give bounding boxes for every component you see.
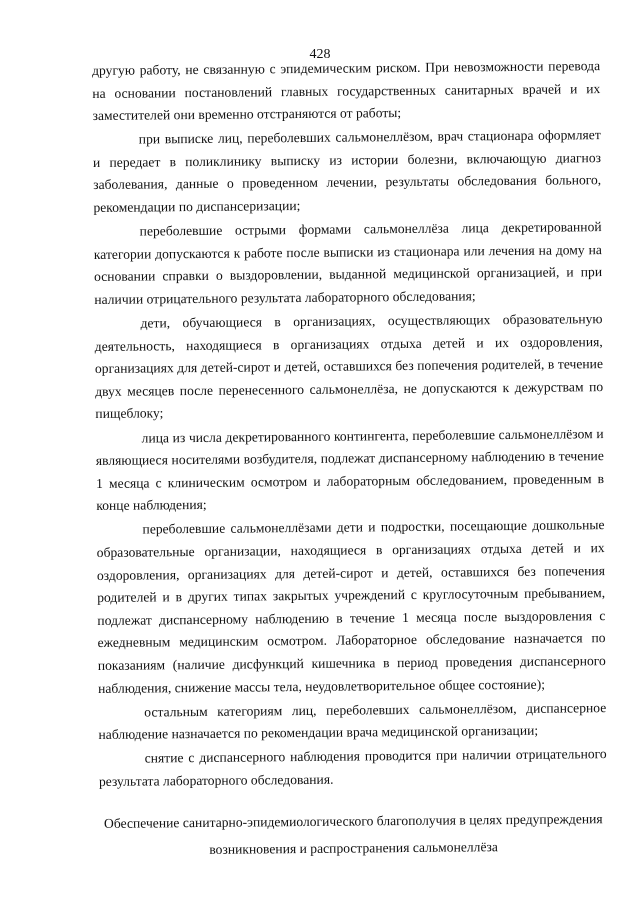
paragraph-other-categories: остальным категориям лиц, переболевших сальмонеллёзом, диспансерное наблюдение назначается по рекомендации врача медицинской организации; <box>98 699 607 743</box>
paragraph-continuation: другую работу, не связанную с эпидемическим риском. При невозможности перевода на основании постановлений главных государственных санитарных врачей и их заместителей они временно отстраняются от работы; <box>92 58 601 124</box>
paragraph-discharge: при выписке лиц, переболевших сальмонеллёзом, врач стационара оформляет и передает в поликлинику выписку из истории болезни, включающую диагноз заболевания, данные о проведенном лечении, результаты обследования больного, рекомендации по диспансеризации; <box>92 127 602 216</box>
paragraph-children-duty: дети, обучающиеся в организациях, осуществляющих образовательную деятельность, находящиеся в организациях отдыха детей и их оздоровления, организациях для детей-сирот и детей, оставшихся без попечения родителей, в течение двух месяцев после перенесенного сальмонеллёза, не допускаются к дежурствам по пищеблоку; <box>94 311 604 422</box>
document-body <box>92 55 608 863</box>
paragraph-children-observation: переболевшие сальмонеллёзами дети и подростки, посещающие дошкольные образовательные организации, находящиеся в организациях отдыха детей и их оздоровления, организациях для детей-сирот и детей, оставшихся без попечения родителей и в других типах закрытых учреждений с круглосуточным пребыванием, подлежат диспансерному наблюдению в течение 1 месяца после выздоровления с ежедневным медицинским осмотром. Лабораторное обследование назначается по показаниям (наличие дисфункций кишечника в период проведения диспансерного наблюдения, снижение массы тела, неудовлетворительное общее состояние); <box>96 517 606 696</box>
paragraph-observation-removal: снятие с диспансерного наблюдения проводится при наличии отрицательного результата лабораторного обследования. <box>98 746 607 789</box>
paragraph-decreed-carriers: лица из числа декретированного контингента, переболевшие сальмонеллёзом и являющиеся носителями возбудителя, подлежат диспансерному наблюдению в течение 1 месяца с клиническим осмотром и лабораторным обследованием, проведенным в конце наблюдения; <box>95 425 605 514</box>
page-number: 428 <box>309 47 331 62</box>
paragraph-work-admission: переболевшие острыми формами сальмонеллёза лица декретированной категории допускаются к работе после выписки из стационара или лечения на дому на основании справки о выздоровлении, выданной медицинской организацией, и при наличии отрицательного результата лабораторного обследования; <box>93 219 603 307</box>
section-heading: Обеспечение санитарно-эпидемиологического благополучия в целях предупреждения возникновения и распространения сальмонеллёза <box>103 810 603 857</box>
